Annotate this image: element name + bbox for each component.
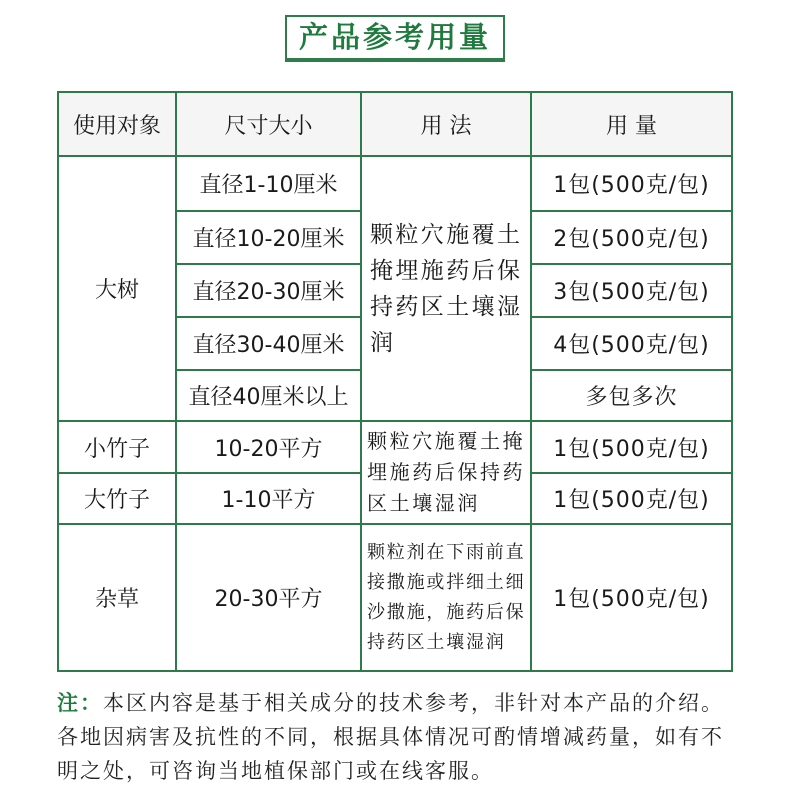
table-row	[58, 524, 732, 671]
amount-cell: 3包(500克/包)	[531, 264, 732, 317]
amount-cell: 1包(500克/包)	[531, 421, 732, 473]
amount-cell: 1包(500克/包)	[531, 156, 732, 211]
usage-cell: 颗粒穴施覆土掩埋施药后保持药区土壤湿润	[361, 156, 531, 421]
amount-cell: 1包(500克/包)	[531, 473, 732, 524]
size-cell: 20-30平方	[176, 524, 361, 671]
table-row	[58, 421, 732, 473]
title-box	[285, 15, 505, 62]
target-cell: 大竹子	[58, 473, 176, 524]
amount-cell: 4包(500克/包)	[531, 317, 732, 370]
note-label: 注：	[57, 691, 103, 715]
size-cell: 直径20-30厘米	[176, 264, 361, 317]
size-cell: 10-20平方	[176, 421, 361, 473]
note-text: 本区内容是基于相关成分的技术参考，非针对本产品的介绍。各地因病害及抗性的不同，根据具体情况可酌情增减药量，如有不明之处，可咨询当地植保部门或在线客服。	[57, 691, 724, 783]
page-title: 产品参考用量	[298, 20, 491, 54]
size-cell: 直径1-10厘米	[176, 156, 361, 211]
size-cell: 直径30-40厘米	[176, 317, 361, 370]
target-cell: 大树	[58, 156, 176, 421]
size-cell: 直径10-20厘米	[176, 211, 361, 264]
usage-cell: 颗粒剂在下雨前直接撒施或拌细土细沙撒施，施药后保持药区土壤湿润	[361, 524, 531, 671]
usage-cell: 颗粒穴施覆土掩埋施药后保持药区土壤湿润	[361, 421, 531, 524]
target-cell: 小竹子	[58, 421, 176, 473]
dosage-table	[57, 91, 733, 672]
amount-cell: 1包(500克/包)	[531, 524, 732, 671]
header-target: 使用对象	[58, 92, 176, 156]
amount-cell: 多包多次	[531, 370, 732, 421]
size-cell: 1-10平方	[176, 473, 361, 524]
footnote	[57, 686, 733, 788]
amount-cell: 2包(500克/包)	[531, 211, 732, 264]
size-cell: 直径40厘米以上	[176, 370, 361, 421]
header-size: 尺寸大小	[176, 92, 361, 156]
table-header-row	[58, 92, 732, 156]
table-row	[58, 156, 732, 211]
header-usage: 用 法	[361, 92, 531, 156]
target-cell: 杂草	[58, 524, 176, 671]
header-amount: 用 量	[531, 92, 732, 156]
